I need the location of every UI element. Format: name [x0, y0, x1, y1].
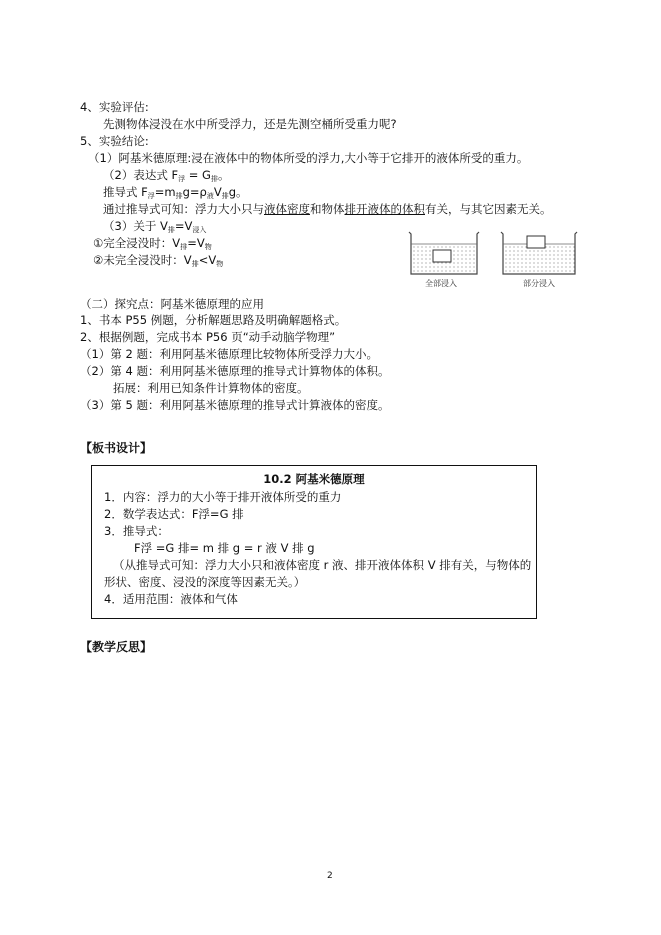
immersion-figure	[405, 222, 583, 294]
section5-title: 5、实验结论:	[80, 134, 149, 148]
expression-formula: （2）表达式 $F_浮 = G_排$。	[103, 168, 230, 183]
board-design-heading: 【板书设计】	[80, 441, 153, 455]
caption-full: 全部浸入	[425, 279, 457, 288]
part2-item3: （1）第 2 题：利用阿基米德原理比较物体所受浮力大小。	[80, 347, 378, 361]
part2-item4: （2）第 4 题：利用阿基米德原理的推导式计算物体的体积。	[80, 364, 390, 378]
caption-partial: 部分浸入	[523, 279, 555, 288]
fully-immersed-line: ①完全浸没时：$V_排=V_物$	[93, 236, 212, 251]
board-derived-label: 3．推导式：	[104, 524, 169, 538]
section4-question: 先测物体浸没在水中所受浮力，还是先测空桶所受重力呢?	[103, 117, 397, 131]
part2-item1: 1、书本 P55 例题，分析解题思路及明确解题格式。	[80, 313, 347, 327]
page-number: 2	[327, 871, 333, 881]
conclusion-principle: （1）阿基米德原理:浸在液体中的物体所受的浮力,大小等于它排开的液体所受的重力。	[88, 151, 529, 165]
partially-immersed-line: ②未完全浸没时：$V_排<V_物$	[93, 253, 224, 268]
derived-formula: 推导式 $F_浮=m_排g=\rho_液V_排g$。	[103, 185, 248, 200]
board-note-line2: 形状、密度、浸没的深度等因素无关。）	[104, 575, 306, 589]
v-displaced-heading: （3）关于 $V_排=V_{浸入}$	[103, 219, 207, 234]
teaching-reflection-heading: 【教学反思】	[80, 640, 153, 654]
board-content: 1．内容：浮力的大小等于排开液体所受的重力	[104, 490, 342, 504]
part2-title: （二）探究点：阿基米德原理的应用	[80, 297, 264, 311]
section4-title: 4、实验评估:	[80, 100, 149, 114]
board-note-line1: （从推导式可知：浮力大小只和液体密度 r 液、排开液体体积 V 排有关，与物体的	[113, 558, 532, 572]
board-derived-formula: F浮 =G 排= m 排 g = r 液 V 排 g	[134, 541, 315, 555]
beaker-full-immersion	[409, 232, 479, 274]
part2-extension: 拓展：利用已知条件计算物体的密度。	[113, 381, 309, 395]
board-design-box	[91, 465, 537, 619]
part2-item2: 2、根据例题，完成书本 P56 页“动手动脑学物理”	[80, 330, 336, 344]
part2-item5: （3）第 5 题：利用阿基米德原理的推导式计算液体的密度。	[80, 398, 390, 412]
derived-conclusion: 通过推导式可知：浮力大小只与液体密度和物体排开液体的体积有关，与其它因素无关。	[103, 202, 552, 216]
beaker-partial-immersion	[501, 232, 577, 274]
board-expression: 2．数学表达式：F浮=G 排	[104, 507, 244, 521]
board-title: 10.2 阿基米德原理	[263, 472, 365, 486]
board-scope: 4．适用范围：液体和气体	[104, 592, 238, 606]
